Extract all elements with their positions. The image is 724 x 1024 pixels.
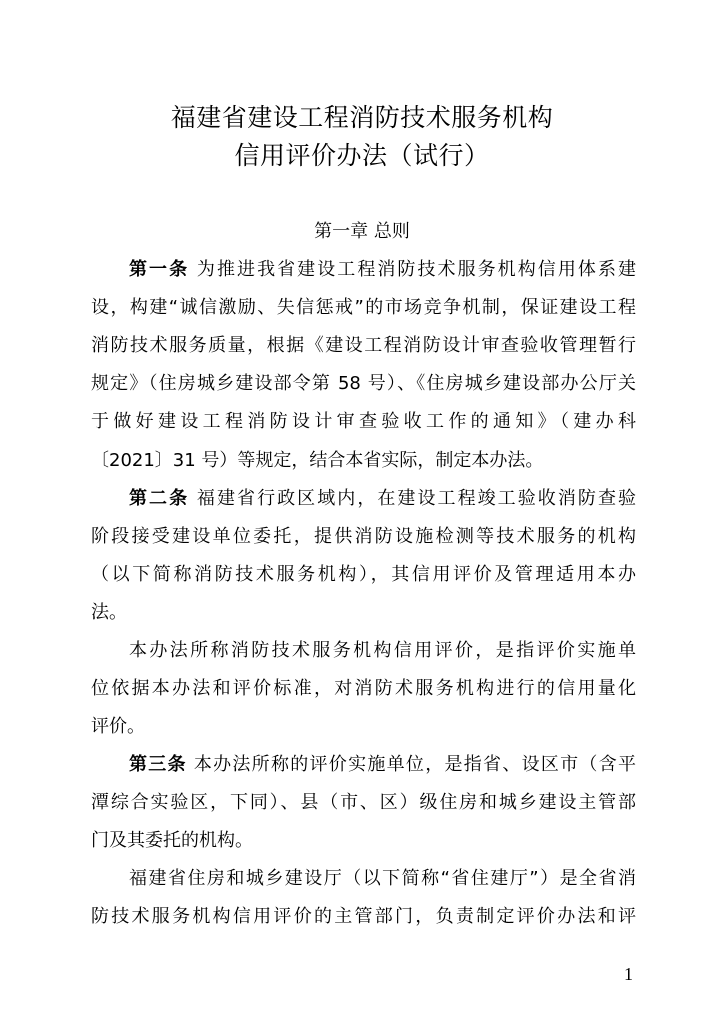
article-text: 福建省行政区域内，在建设工程竣工验收消防查验: [189, 488, 636, 509]
paragraph-line: 门及其委托的机构。: [91, 830, 253, 851]
paragraph-line: 潭综合实验区，下同）、县（市、区）级住房和城乡建设主管部: [91, 792, 636, 813]
paragraph-line: 规定》（住房城乡建设部令第 58 号）、《住房城乡建设部办公厅关: [91, 373, 636, 394]
article-text: 为推进我省建设工程消防技术服务机构信用体系建: [189, 259, 636, 280]
chapter-heading: 第一章 总则: [314, 221, 410, 242]
paragraph-line: [129, 487, 636, 511]
paragraph-line: （以下简称消防技术服务机构），其信用评价及管理适用本办: [91, 564, 636, 585]
paragraph-line: 本办法所称消防技术服务机构信用评价，是指评价实施单: [129, 640, 636, 661]
document-title-line-1: 福建省建设工程消防技术服务机构: [170, 103, 554, 132]
document-title-line-2: 信用评价办法（试行）: [234, 141, 490, 170]
paragraph-line: 防技术服务机构信用评价的主管部门，负责制定评价办法和评: [91, 906, 636, 927]
article-label: 第二条: [129, 488, 190, 509]
article-label: 第一条: [129, 259, 190, 280]
paragraph-line: 阶段接受建设单位委托，提供消防设施检测等技术服务的机构: [91, 526, 636, 547]
paragraph-line: 于做好建设工程消防设计审查验收工作的通知》（建办科: [91, 411, 636, 432]
page-number: 1: [624, 964, 633, 984]
paragraph-line: 〔2021〕31 号）等规定，结合本省实际，制定本办法。: [91, 450, 544, 471]
article-text: 本办法所称的评价实施单位，是指省、设区市（含平: [186, 754, 636, 775]
paragraph-line: [129, 258, 636, 282]
paragraph-line: 法。: [91, 602, 127, 623]
paragraph-line: 位依据本办法和评价标准，对消防术服务机构进行的信用量化: [91, 678, 636, 699]
paragraph-line: 福建省住房和城乡建设厅（以下简称“省住建厅”）是全省消: [129, 868, 636, 889]
paragraph-line: 消防技术服务质量，根据《建设工程消防设计审查验收管理暂行: [91, 335, 636, 356]
article-label: 第三条: [129, 754, 187, 775]
paragraph-line: [129, 753, 636, 777]
paragraph-line: 评价。: [91, 716, 145, 737]
paragraph-line: 设，构建“诚信激励、失信惩戒”的市场竞争机制，保证建设工程: [91, 297, 636, 318]
